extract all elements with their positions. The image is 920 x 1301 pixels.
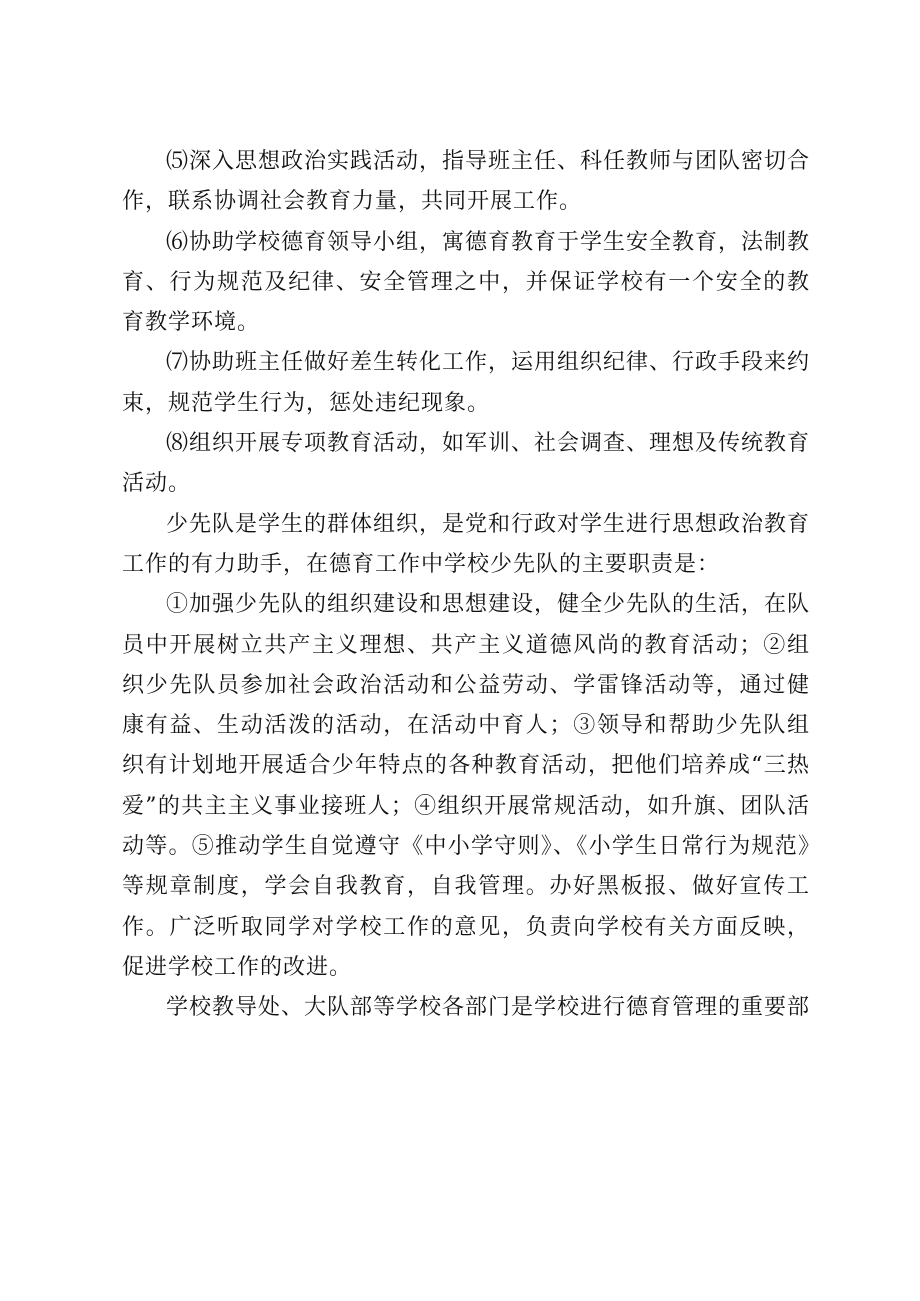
paragraph-young-pioneers-intro: 少先队是学生的群体组织，是党和行政对学生进行思想政治教育工作的有力助手，在德育工作中学校少先队的主要职责是： — [122, 511, 811, 577]
paragraph-item-5: ⑸深入思想政治实践活动，指导班主任、科任教师与团队密切合作，联系协调社会教育力量，共同开展工作。 — [122, 149, 811, 215]
paragraph-departments: 学校教导处、大队部等学校各部门是学校进行德育管理的重要部 — [166, 995, 811, 1021]
paragraph-item-6: ⑹协助学校德育领导小组，寓德育教育于学生安全教育，法制教育、行为规范及纪律、安全管理之中，并保证学校有一个安全的教育教学环境。 — [122, 229, 811, 336]
paragraph-item-7: ⑺协助班主任做好差生转化工作，运用组织纪律、行政手段来约束，规范学生行为，惩处违纪现象。 — [122, 350, 811, 416]
document-body — [122, 142, 810, 1029]
paragraph-item-8: ⑻组织开展专项教育活动，如军训、社会调查、理想及传统教育活动。 — [122, 431, 811, 497]
paragraph-young-pioneers-duties: ①加强少先队的组织建设和思想建设，健全少先队的生活，在队员中开展树立共产主义理想、共产主义道德风尚的教育活动；②组织少先队员参加社会政治活动和公益劳动、学雷锋活动等，通过健康有益、生动活泼的活动，在活动中育人；③领导和帮助少先队组织有计划地开展适合少年特点的各种教育活动，把他们培养成“三热爱”的共主主义事业接班人；④组织开展常规活动，如升旗、团队活动等。⑤推动学生自觉遵守《中小学守则》、《小学生日常行为规范》等规章制度，学会自我教育，自我管理。办好黑板报、做好宣传工作。广泛听取同学对学校工作的意见，负责向学校有关方面反映，促进学校工作的改进。 — [122, 592, 811, 980]
